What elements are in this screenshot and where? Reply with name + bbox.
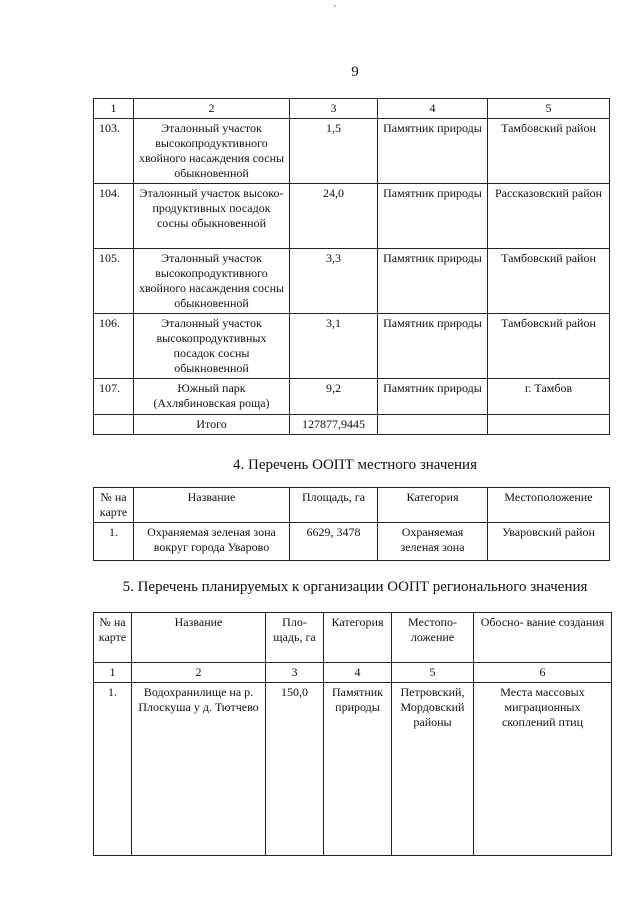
table-header-row [94, 613, 612, 663]
table-row [94, 683, 612, 856]
oopt-planned-table [93, 612, 612, 856]
column-number: 3 [290, 99, 378, 119]
row-name: Южный парк (Ахлябиновская роща) [134, 379, 290, 415]
column-number: 4 [324, 663, 392, 683]
table-header-row [94, 488, 610, 523]
row-area: 6629, 3478 [290, 523, 378, 561]
row-number: 107. [94, 379, 134, 415]
total-label: Итого [134, 415, 290, 435]
page-number: 9 [351, 64, 359, 80]
row-name: Эталонный участок высоко- продуктивных посадок сосны обыкновенной [134, 184, 290, 249]
header-map-number: № на карте [94, 488, 134, 523]
header-area: Пло- щадь, га [266, 613, 324, 663]
header-name: Название [132, 613, 266, 663]
row-category: Памятник природы [378, 119, 488, 184]
row-location: Тамбовский район [488, 119, 610, 184]
header-category: Категория [324, 613, 392, 663]
row-area: 3,3 [290, 249, 378, 314]
table-row [94, 249, 610, 314]
row-area: 3,1 [290, 314, 378, 379]
row-area: 150,0 [266, 683, 324, 856]
header-justification: Обосно- вание создания [474, 613, 612, 663]
row-category: Памятник природы [378, 249, 488, 314]
row-location: Петровский, Мордовский районы [392, 683, 474, 856]
column-number: 5 [392, 663, 474, 683]
column-number: 6 [474, 663, 612, 683]
header-location: Местоположение [488, 488, 610, 523]
row-number: 1. [94, 523, 134, 561]
header-name: Название [134, 488, 290, 523]
oopt-local-table [93, 487, 610, 561]
table-row [94, 184, 610, 249]
row-name: Эталонный участок высокопродуктивного хвойного насаждения сосны обыкновенной [134, 119, 290, 184]
total-empty-cell [378, 415, 488, 435]
row-name: Эталонный участок высокопродуктивных посадок сосны обыкновенной [134, 314, 290, 379]
row-category: Охраняемая зеленая зона [378, 523, 488, 561]
total-empty-cell [94, 415, 134, 435]
row-justification: Места массовых миграционных скоплений птиц [474, 683, 612, 856]
total-empty-cell [488, 415, 610, 435]
row-number: 105. [94, 249, 134, 314]
column-number: 5 [488, 99, 610, 119]
row-number: 103. [94, 119, 134, 184]
header-area: Площадь, га [290, 488, 378, 523]
column-number: 2 [132, 663, 266, 683]
row-number: 1. [94, 683, 132, 856]
row-area: 24,0 [290, 184, 378, 249]
column-number: 1 [94, 663, 132, 683]
header-location: Местопо- ложение [392, 613, 474, 663]
row-name: Охраняемая зеленая зона вокруг города Уварово [134, 523, 290, 561]
row-name: Эталонный участок высокопродуктивного хвойного насаждения сосны обыкновенной [134, 249, 290, 314]
column-number: 1 [94, 99, 134, 119]
row-number: 106. [94, 314, 134, 379]
total-row [94, 415, 610, 435]
row-category: Памятник природы [378, 184, 488, 249]
column-number: 2 [134, 99, 290, 119]
table-row [94, 119, 610, 184]
row-area: 1,5 [290, 119, 378, 184]
row-location: Тамбовский район [488, 314, 610, 379]
row-area: 9,2 [290, 379, 378, 415]
table-row [94, 314, 610, 379]
section-4-title: 4. Перечень ООПТ местного значения [233, 457, 477, 473]
row-category: Памятник природы [378, 379, 488, 415]
row-number: 104. [94, 184, 134, 249]
row-category: Памятник природы [378, 314, 488, 379]
table-row [94, 523, 610, 561]
column-number: 3 [266, 663, 324, 683]
column-number-row [94, 663, 612, 683]
row-location: Тамбовский район [488, 249, 610, 314]
column-number-row [94, 99, 610, 119]
header-category: Категория [378, 488, 488, 523]
row-name: Водохранилище на р. Плоскуша у д. Тютчево [132, 683, 266, 856]
header-map-number: № на карте [94, 613, 132, 663]
total-value: 127877,9445 [290, 415, 378, 435]
row-location: Уваровский район [488, 523, 610, 561]
scan-mark: ' [334, 4, 336, 15]
table-row [94, 379, 610, 415]
row-location: г. Тамбов [488, 379, 610, 415]
section-5-title: 5. Перечень планируемых к организации ООПТ регионального значения [122, 579, 588, 595]
row-category: Памятник природы [324, 683, 392, 856]
column-number: 4 [378, 99, 488, 119]
row-location: Рассказовский район [488, 184, 610, 249]
oopt-regional-table-continued [93, 98, 610, 435]
